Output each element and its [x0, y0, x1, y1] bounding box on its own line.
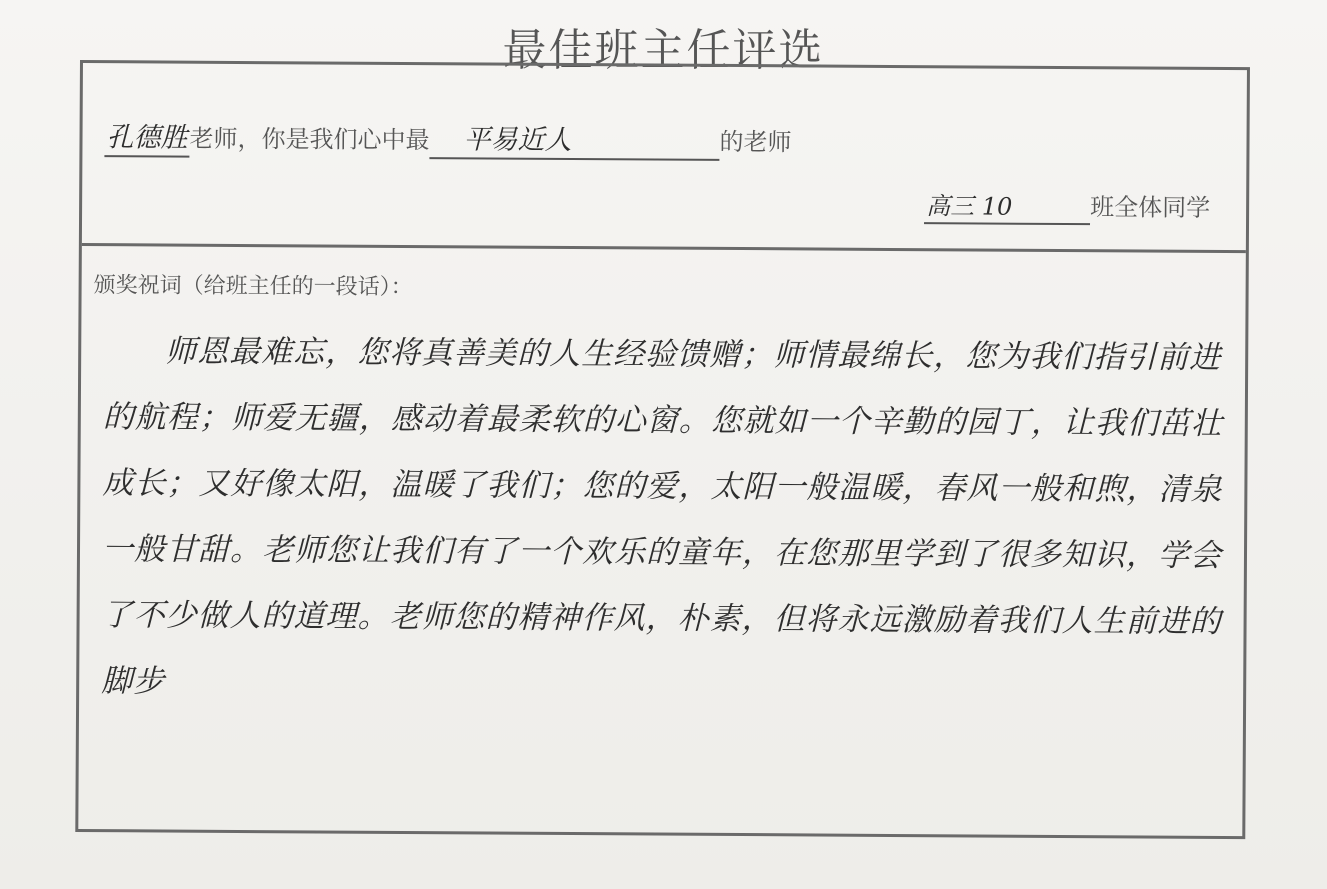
teacher-name-field[interactable]: 孔德胜 — [104, 115, 189, 158]
class-line — [924, 186, 1210, 226]
quality-field[interactable]: 平易近人 — [429, 117, 719, 161]
class-field[interactable]: 高三 10 — [924, 186, 1090, 225]
quality-suffix-label: 的老师 — [719, 127, 792, 157]
form-box — [75, 60, 1250, 839]
speech-section-label: 颁奖祝词（给班主任的一段话）： — [93, 273, 413, 301]
class-suffix-label: 班全体同学 — [1090, 193, 1211, 222]
form-title: 最佳班主任评选 — [502, 25, 825, 76]
teacher-line — [104, 115, 791, 161]
speech-text-field[interactable]: 师恩最难忘，您将真善美的人生经验馈赠；师情最绵长，您为我们指引前进的航程；师爱无疆，感动着最柔软的心窗。您就如一个辛勤的园丁，让我们茁壮成长；又好像太阳，温暖了我们；您的爱，太阳一般温暖，春风一般和煦，清泉一般甘甜。老师您让我们有了一个欢乐的童年，在您那里学到了很多知识，学会了不少做人的道理。老师您的精神作风，朴素，但将永远激励着我们人生前进的脚步 — [101, 333, 1223, 700]
teacher-suffix-label: 老师，你是我们心中最 — [189, 124, 430, 155]
section-divider — [82, 243, 1246, 253]
